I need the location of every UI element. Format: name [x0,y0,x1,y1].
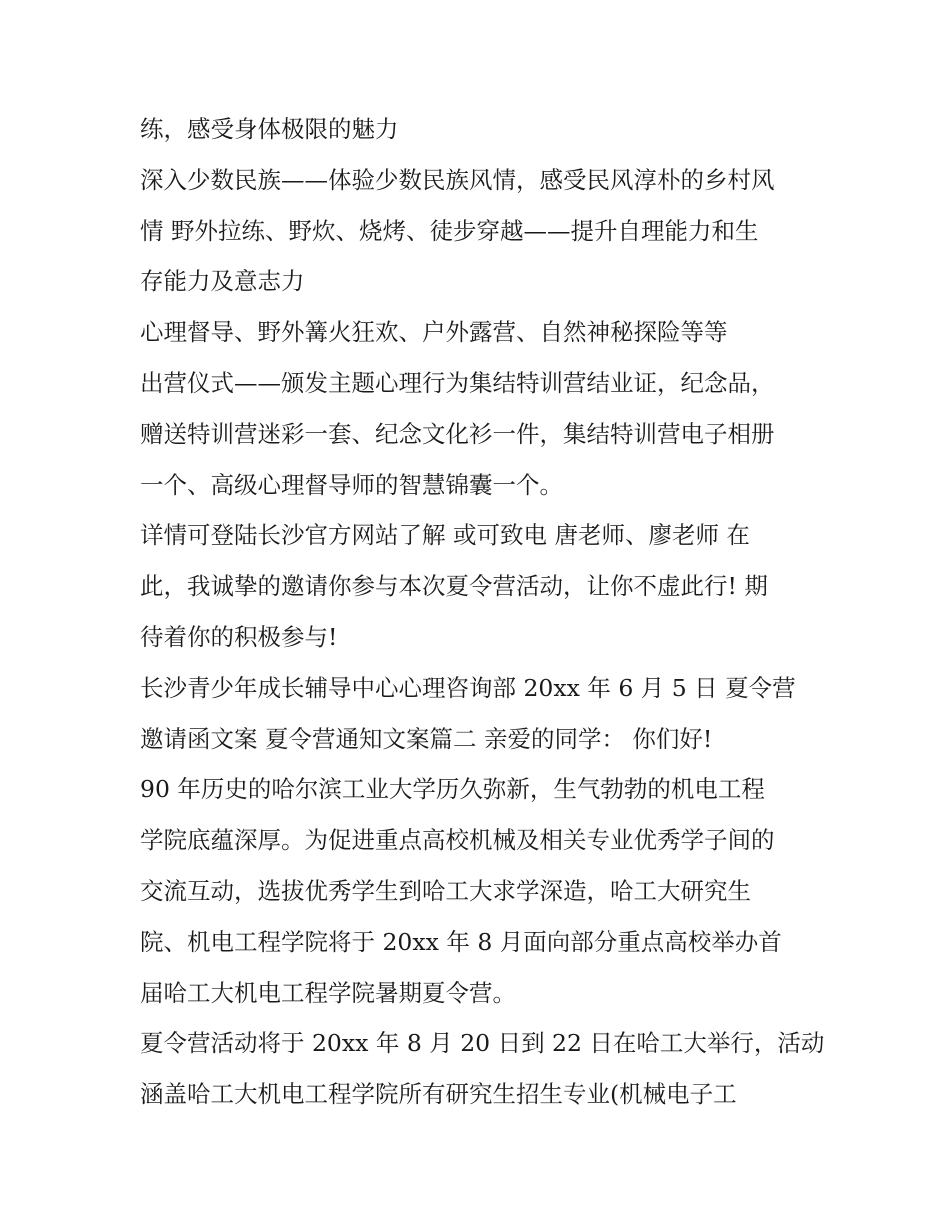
text-line: 待着你的积极参与! [140,622,338,651]
text-line: 交流互动，选拔优秀学生到哈工大求学深造，哈工大研究生 [140,876,751,905]
text-line: 情 野外拉练、野炊、烧烤、徒步穿越——提升自理能力和生 [140,216,759,245]
text-line: 出营仪式——颁发主题心理行为集结特训营结业证，纪念品， [140,368,775,397]
text-line: 夏令营活动将于 20xx 年 8 月 20 日到 22 日在哈工大举行，活动 [140,1029,825,1058]
text-line: 届哈工大机电工程学院暑期夏令营。 [140,978,516,1007]
text-line: 练，感受身体极限的魅力 [140,115,399,143]
text-line: 存能力及意志力 [140,267,305,296]
text-line: 此，我诚挚的邀请你参与本次夏令营活动，让你不虚此行! 期 [140,572,768,601]
text-line: 赠送特训营迷彩一套、纪念文化衫一件，集结特训营电子相册 [140,419,775,448]
text-line: 心理督导、野外篝火狂欢、户外露营、自然神秘探险等等 [140,318,728,347]
text-line: 深入少数民族——体验少数民族风情，感受民风淳朴的乡村风 [140,165,775,194]
text-line: 涵盖哈工大机电工程学院所有研究生招生专业(机械电子工 [140,1080,737,1109]
text-line: 一个、高级心理督导师的智慧锦囊一个。 [140,470,563,499]
document-page [140,104,830,1120]
text-line: 邀请函文案 夏令营通知文案篇二 亲爱的同学： 你们好! [140,724,713,753]
text-line: 长沙青少年成长辅导中心心理咨询部 20xx 年 6 月 5 日 夏令营 [140,673,796,702]
text-line: 90 年历史的哈尔滨工业大学历久弥新，生气勃勃的机电工程 [140,775,765,804]
text-line: 详情可登陆长沙官方网站了解 或可致电 唐老师、廖老师 在 [140,521,750,550]
text-line: 学院底蕴深厚。为促进重点高校机械及相关专业优秀学子间的 [140,826,775,855]
text-line: 院、机电工程学院将于 20xx 年 8 月面向部分重点高校举办首 [140,927,782,956]
